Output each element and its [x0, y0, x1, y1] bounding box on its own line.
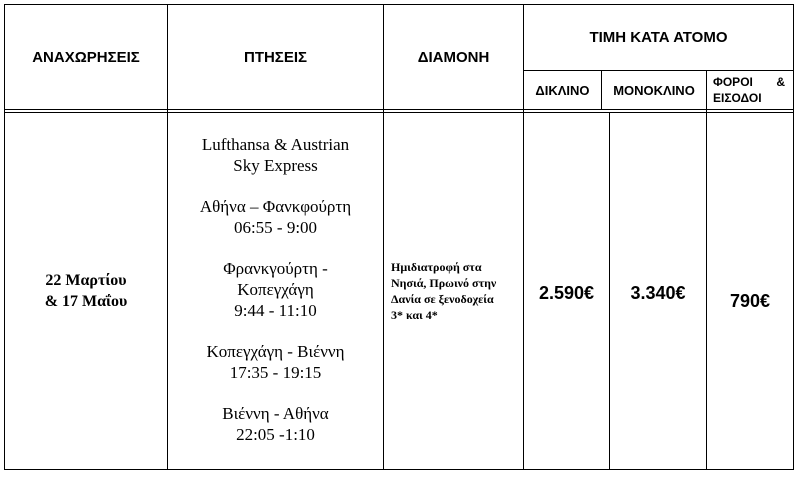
header-bottom-divider: [4, 109, 794, 110]
flight-leg-1: [200, 196, 351, 238]
header-double: [524, 71, 601, 109]
airlines-group: [202, 134, 349, 176]
departure-dates-cell: [5, 113, 167, 469]
accommodation-text: Ημιδιατροφή στα Νησιά, Πρωινό στην Δανία σε ξενοδοχεία 3* και 4*: [391, 260, 497, 322]
header-departures-label: ΑΝΑΧΩΡΗΣΕΙΣ: [32, 48, 140, 66]
header-accommodation: [384, 5, 523, 109]
header-flights: [168, 5, 383, 109]
flight-leg-route: Κοπεγχάγη - Βιέννη: [206, 342, 345, 361]
header-taxes-row: [713, 74, 785, 90]
header-price-per-person-label: ΤΙΜΗ ΚΑΤΑ ΑΤΟΜΟ: [589, 29, 728, 46]
departure-date-1: 22 Μαρτίου: [45, 272, 127, 289]
flight-leg-time: 17:35 - 19:15: [229, 363, 322, 382]
flight-leg-route: Βιέννη - Αθήνα: [222, 404, 329, 423]
table-border-bottom: [4, 469, 794, 470]
flight-leg-route: Φρανκγούρτη -: [223, 259, 328, 278]
flight-leg-2: [223, 258, 328, 321]
flight-leg-time: 06:55 - 9:00: [233, 218, 318, 237]
header-flights-label: ΠΤΗΣΕΙΣ: [243, 48, 307, 66]
header-single: [602, 71, 706, 109]
price-double: 2.590€: [538, 283, 595, 303]
price-single-cell: [610, 113, 706, 469]
header-taxes-label-a: ΦΟΡΟΙ: [713, 75, 753, 89]
header-single-label: ΜΟΝΟΚΛΙΝΟ: [613, 82, 695, 98]
table-border-right: [793, 4, 794, 470]
header-double-label: ΔΙΚΛΙΝΟ: [535, 82, 590, 98]
taxes-cell: [707, 113, 793, 469]
flight-leg-3: [207, 341, 345, 383]
header-departures: [5, 5, 167, 109]
header-price-per-person: [524, 5, 793, 70]
airline-line-2: Sky Express: [233, 156, 318, 175]
airline-line-1: Lufthansa & Austrian: [201, 135, 350, 154]
price-double-cell: [524, 113, 609, 469]
accommodation-cell: [391, 113, 521, 469]
flight-leg-route: Αθήνα – Φανκφούρτη: [199, 197, 352, 216]
flights-cell: [168, 134, 383, 464]
flight-leg-4: [222, 403, 328, 445]
departure-date-2: & 17 Μαΐου: [44, 293, 128, 310]
header-taxes-amp: &: [776, 75, 785, 89]
flight-leg-route-cont: Κοπεγχάγη: [237, 280, 314, 299]
flight-leg-time: 9:44 - 11:10: [234, 301, 317, 320]
header-accommodation-label: ΔΙΑΜΟΝΗ: [417, 48, 490, 66]
header-taxes: [713, 71, 793, 109]
price-single: 3.340€: [630, 283, 686, 303]
header-taxes-label-b: ΕΙΣΟΔΟΙ: [713, 91, 762, 105]
flight-leg-time: 22:05 -1:10: [236, 425, 315, 444]
taxes-amount: 790€: [729, 291, 771, 311]
